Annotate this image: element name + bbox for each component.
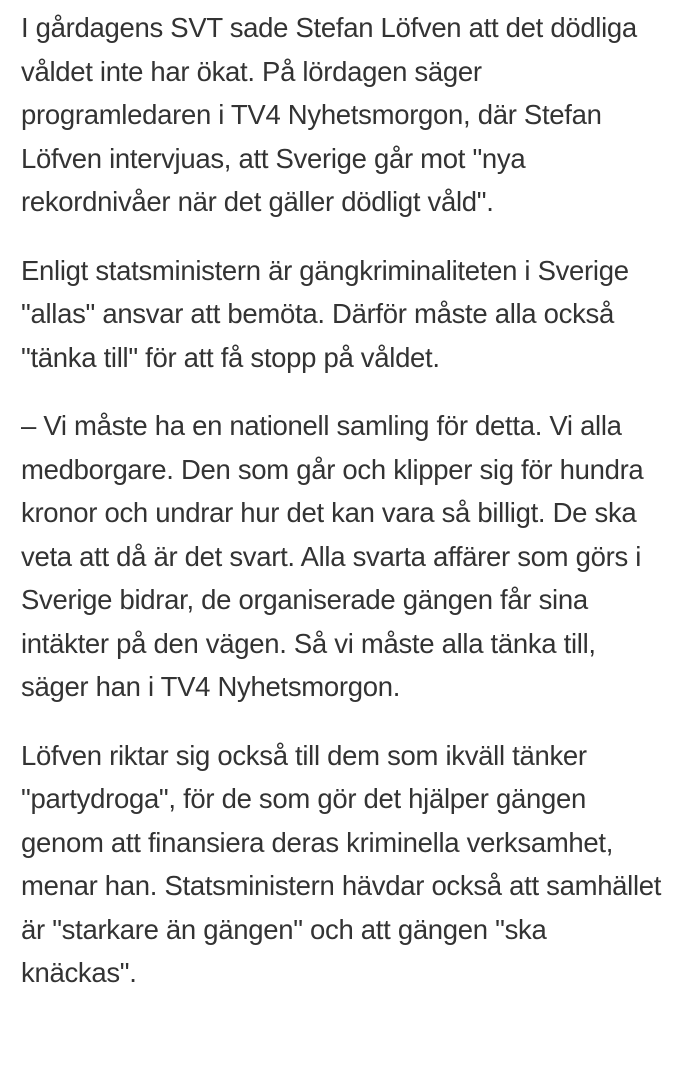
article-paragraph-quote: – Vi måste ha en nationell samling för detta. Vi alla medborgare. Den som går och klipper sig för hundra kronor och undrar hur det kan vara så billigt. De ska veta att då är det svart. Alla svarta affärer som görs i Sverige bidrar, de organiserade gängen får sina intäkter på den vägen. Så vi måste alla tänka till, säger han i TV4 Nyhetsmorgon. [21,410,644,702]
article-paragraph-3: Löfven riktar sig också till dem som ikväll tänker "partydroga", för de som gör det hjälper gängen genom att finansiera deras kriminella verksamhet, menar han. Statsministern hävdar också att samhället är "starkare än gängen" och att gängen "ska knäckas". [21,739,662,988]
article-paragraph-1: I gårdagens SVT sade Stefan Löfven att det dödliga våldet inte har ökat. På lördagen säger programledaren i TV4 Nyhetsmorgon, där Stefan Löfven intervjuas, att Sverige går mot "nya rekordnivåer när det gäller dödligt våld". [21,12,637,217]
article-paragraph-2: Enligt statsministern är gängkriminaliteten i Sverige "allas" ansvar att bemöta. Därför måste alla också "tänka till" för att få stopp på våldet. [21,254,629,373]
